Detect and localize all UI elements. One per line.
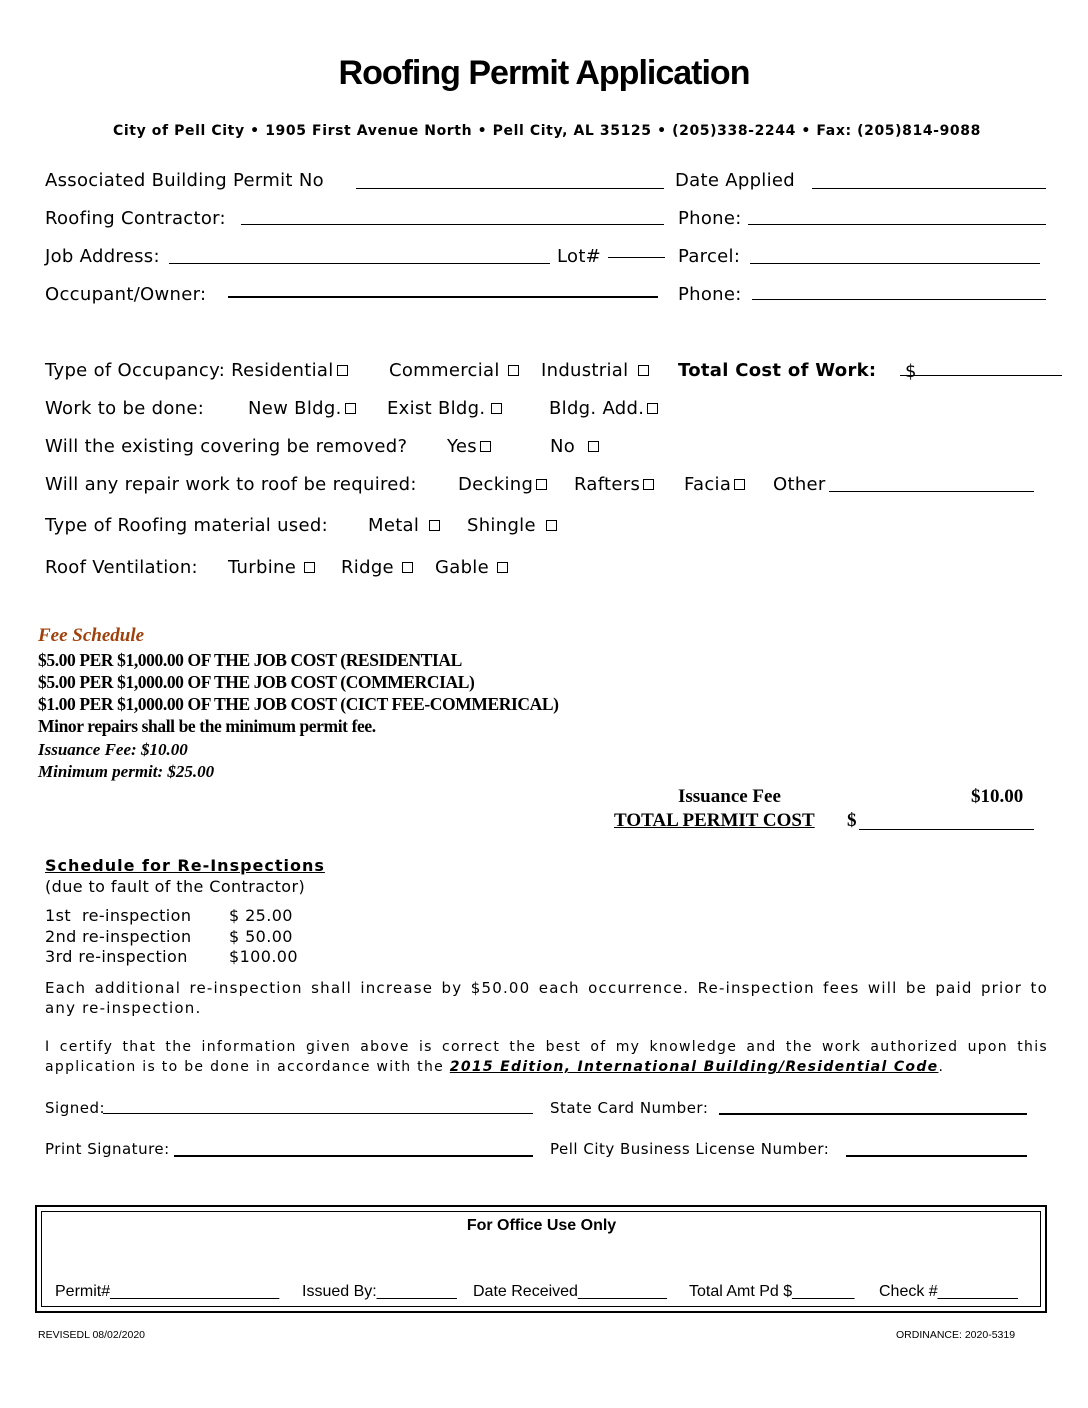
issuance-fee-value: $10.00 — [971, 786, 1024, 807]
print-signature-label: Print Signature: — [45, 1140, 170, 1158]
new-bldg-checkbox[interactable] — [345, 403, 356, 414]
minimum-permit-note: Minimum permit: $25.00 — [38, 762, 215, 781]
business-license-field[interactable] — [846, 1155, 1027, 1157]
reinspection-subtitle: (due to fault of the Contractor) — [45, 877, 306, 896]
metal-option — [368, 515, 440, 536]
issuance-fee-note: Issuance Fee: $10.00 — [38, 740, 188, 759]
facia-option — [684, 474, 745, 495]
fee-line: $5.00 PER $1,000.00 OF THE JOB COST (COMMERCIAL) — [38, 672, 475, 692]
turbine-option — [228, 557, 315, 578]
contractor-phone-field[interactable] — [748, 224, 1046, 225]
removed-yes-label: Yes — [447, 436, 477, 457]
reinspection-title: Schedule for Re-Inspections — [45, 856, 325, 875]
removed-yes-option — [447, 436, 491, 457]
job-address-label: Job Address: — [45, 246, 160, 267]
commercial-option — [389, 360, 519, 381]
fee-line: $1.00 PER $1,000.00 OF THE JOB COST (CICT FEE-COMMERICAL) — [38, 694, 559, 714]
removed-label: Will the existing covering be removed? — [45, 436, 408, 457]
business-license-label: Pell City Business License Number: — [550, 1140, 830, 1158]
turbine-checkbox[interactable] — [304, 562, 315, 573]
certification-text — [45, 1037, 1048, 1077]
fee-line: $5.00 PER $1,000.00 OF THE JOB COST (RESIDENTIAL — [38, 650, 462, 670]
shingle-label: Shingle — [467, 515, 536, 536]
commercial-label: Commercial — [389, 360, 500, 381]
building-permit-label: Associated Building Permit No — [45, 170, 324, 191]
removed-no-checkbox[interactable] — [588, 441, 599, 452]
facia-checkbox[interactable] — [734, 479, 745, 490]
bldg-add-option — [549, 398, 658, 419]
commercial-checkbox[interactable] — [508, 365, 519, 376]
reinspection-row-amount: $100.00 — [229, 947, 298, 966]
building-code-reference: 2015 Edition, International Building/Residential Code — [449, 1059, 939, 1075]
removed-no-label: No — [550, 436, 576, 457]
reinspection-row-label: 2nd re-inspection — [45, 927, 192, 946]
ridge-label: Ridge — [341, 557, 394, 578]
owner-phone-label: Phone: — [678, 284, 742, 305]
lot-field[interactable] — [608, 257, 665, 258]
print-signature-field[interactable] — [174, 1155, 533, 1157]
exist-bldg-label: Exist Bldg. — [387, 398, 486, 419]
industrial-option — [541, 360, 649, 381]
bldg-add-label: Bldg. Add. — [549, 398, 645, 419]
removed-no-option — [550, 436, 599, 457]
owner-phone-field[interactable] — [752, 299, 1046, 300]
state-card-label: State Card Number: — [550, 1099, 709, 1117]
owner-label: Occupant/Owner: — [45, 284, 207, 305]
ridge-option — [341, 557, 413, 578]
issuance-fee-label: Issuance Fee — [678, 786, 781, 807]
job-address-field[interactable] — [169, 263, 550, 264]
industrial-label: Industrial — [541, 360, 629, 381]
residential-label: Residential — [231, 360, 334, 381]
date-applied-field[interactable] — [812, 188, 1046, 189]
city-contact-line: City of Pell City • 1905 First Avenue North • Pell City, AL 35125 • (205)338-2244 • Fax: (205)814-9088 — [113, 123, 981, 139]
metal-checkbox[interactable] — [429, 520, 440, 531]
certification-body: I certify that the information given above is correct the best of my knowledge and the work authorized upon this application is to be done in accordance with the — [45, 1039, 1048, 1075]
date-applied-label: Date Applied — [675, 170, 796, 191]
ventilation-label: Roof Ventilation: — [45, 557, 198, 578]
building-permit-field[interactable] — [356, 188, 664, 189]
total-cost-dollar: $ — [905, 361, 917, 382]
material-label: Type of Roofing material used: — [45, 515, 328, 536]
fee-schedule-title: Fee Schedule — [38, 625, 145, 646]
other-field[interactable] — [829, 491, 1034, 492]
fee-line: Minor repairs shall be the minimum permit fee. — [38, 716, 376, 736]
office-permit-field[interactable]: Permit#___________________ — [55, 1283, 280, 1300]
new-bldg-label: New Bldg. — [248, 398, 342, 419]
parcel-label: Parcel: — [678, 246, 741, 267]
gable-label: Gable — [435, 557, 489, 578]
repair-label: Will any repair work to roof be required: — [45, 474, 417, 495]
decking-checkbox[interactable] — [536, 479, 547, 490]
office-date-received-field[interactable]: Date Received__________ — [473, 1283, 667, 1300]
reinspection-row-label: 3rd re-inspection — [45, 947, 188, 966]
ordinance-number: ORDINANCE: 2020-5319 — [896, 1329, 1016, 1341]
bldg-add-checkbox[interactable] — [647, 403, 658, 414]
gable-option — [435, 557, 508, 578]
total-cost-field[interactable] — [900, 375, 1062, 376]
industrial-checkbox[interactable] — [638, 365, 649, 376]
owner-field[interactable] — [228, 296, 658, 298]
page-title: Roofing Permit Application — [338, 54, 750, 92]
total-permit-cost-dollar: $ — [847, 810, 857, 831]
office-total-amt-field[interactable]: Total Amt Pd $_______ — [689, 1283, 855, 1300]
total-cost-label: Total Cost of Work: — [678, 360, 877, 381]
metal-label: Metal — [368, 515, 420, 536]
decking-option — [458, 474, 547, 495]
exist-bldg-checkbox[interactable] — [491, 403, 502, 414]
gable-checkbox[interactable] — [497, 562, 508, 573]
reinspection-row-label: 1st re-inspection — [45, 906, 192, 925]
certification-end: . — [938, 1059, 945, 1075]
reinspection-row-amount: $ 25.00 — [229, 906, 293, 925]
office-issued-by-field[interactable]: Issued By:_________ — [302, 1283, 457, 1300]
facia-label: Facia — [684, 474, 732, 495]
removed-yes-checkbox[interactable] — [480, 441, 491, 452]
signed-field[interactable] — [103, 1113, 533, 1114]
other-label: Other — [773, 474, 826, 495]
contractor-phone-label: Phone: — [678, 208, 742, 229]
residential-checkbox[interactable] — [337, 365, 348, 376]
rafters-option — [574, 474, 654, 495]
office-use-title: For Office Use Only — [466, 1217, 617, 1234]
office-check-field[interactable]: Check #_________ — [879, 1283, 1018, 1300]
shingle-checkbox[interactable] — [546, 520, 557, 531]
occupancy-label: Type of Occupancy: — [45, 360, 226, 381]
new-bldg-option — [248, 398, 356, 419]
work-label: Work to be done: — [45, 398, 205, 419]
rafters-checkbox[interactable] — [643, 479, 654, 490]
reinspection-note: Each additional re-inspection shall increase by $50.00 each occurrence. Re-inspection fees will be paid prior to any re-inspection. — [45, 979, 1048, 1017]
rafters-label: Rafters — [574, 474, 641, 495]
revision-date: REVISEDL 08/02/2020 — [38, 1329, 146, 1341]
total-permit-cost-label: TOTAL PERMIT COST — [614, 810, 815, 831]
lot-label: Lot# — [557, 246, 602, 267]
occupancy-row — [45, 360, 348, 381]
turbine-label: Turbine — [228, 557, 297, 578]
contractor-field[interactable] — [241, 224, 664, 225]
reinspection-row-amount: $ 50.00 — [229, 927, 293, 946]
decking-label: Decking — [458, 474, 534, 495]
total-permit-cost-field[interactable] — [859, 829, 1034, 830]
state-card-field[interactable] — [719, 1113, 1027, 1115]
shingle-option — [467, 515, 557, 536]
ridge-checkbox[interactable] — [402, 562, 413, 573]
parcel-field[interactable] — [750, 263, 1040, 264]
signed-label: Signed: — [45, 1099, 106, 1117]
contractor-label: Roofing Contractor: — [45, 208, 226, 229]
exist-bldg-option — [387, 398, 502, 419]
